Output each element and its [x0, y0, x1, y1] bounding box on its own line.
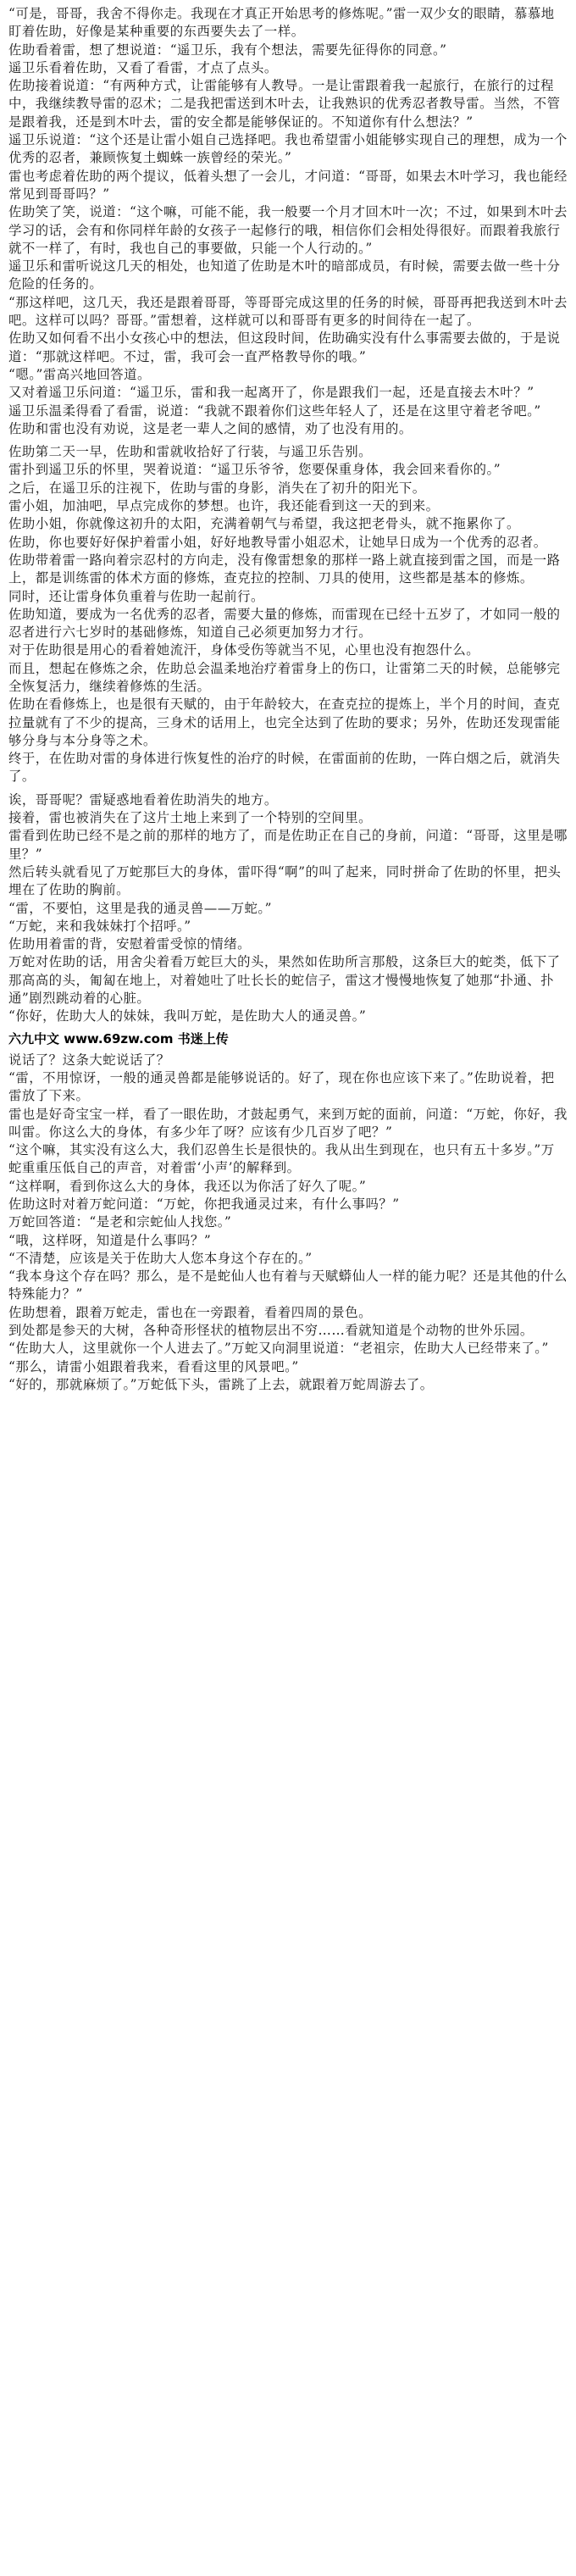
paragraph: “这个嘛，其实没有这么大，我们忍兽生长是很快的。我从出生到现在，也只有五十多岁。”万蛇重重压低自己的声音，对着雷‘小声’的解释到。 — [8, 1142, 555, 1176]
paragraph: “那么，请雷小姐跟着我来，看看这里的风景吧。” — [8, 1358, 299, 1374]
paragraph: 遥卫乐和雷听说这几天的相处，也知道了佐助是木叶的暗部成员，有时候，需要去做一些十分危险的任务的。 — [8, 258, 561, 292]
paragraph: 遥卫乐温柔得看了看雷，说道：“我就不跟着你们这些年轻人了，还是在这里守着老爷吧。” — [8, 402, 541, 419]
paragraph: 雷小姐，加油吧，早点完成你的梦想。也许，我还能看到这一天的到来。 — [8, 498, 440, 514]
paragraph: 遥卫乐说道：“这个还是让雷小姐自己选择吧。我也希望雷小姐能够实现自己的理想，成为一个优秀的忍者，兼顾恢复土蜘蛛一族曾经的荣光。” — [8, 132, 568, 166]
paragraph: “嗯。”雷高兴地回答道。 — [8, 366, 151, 382]
paragraph: 佐助又如何看不出小女孩心中的想法，但这段时间，佐助确实没有什么事需要去做的，于是说道：“那就这样吧。不过，雷，我可会一直严格教导你的哦。” — [8, 330, 561, 364]
paragraph: 佐助接着说道：“有两种方式，让雷能够有人教导。一是让雷跟着我一起旅行，在旅行的过程中，我继续教导雷的忍术；二是我把雷送到木叶去，让我熟识的优秀忍者教导雷。当然，不管是跟着我，还是到木叶去，雷的安全都是能够保证的。不知道你有什么想法？” — [8, 78, 561, 130]
paragraph: 佐助想着，跟着万蛇走，雷也在一旁跟着，看着四周的景色。 — [8, 1304, 373, 1320]
paragraph: 遥卫乐看着佐助，又看了看雷，才点了点头。 — [8, 59, 278, 75]
paragraph: 佐助第二天一早，佐助和雷就收拾好了行装，与遥卫乐告别。 — [8, 444, 373, 460]
paragraph: 佐助和雷也没有劝说，这是老一辈人之间的感情，劝了也没有用的。 — [8, 420, 413, 436]
paragraph: 之后，在遥卫乐的注视下，佐助与雷的身影，消失在了初升的阳光下。 — [8, 480, 426, 496]
paragraph: 雷扑到遥卫乐的怀里，哭着说道：“遥卫乐爷爷，您要保重身体，我会回来看你的。” — [8, 462, 501, 478]
paragraph: 接着，雷也被消失在了这片土地上来到了一个特别的空间里。 — [8, 810, 373, 826]
paragraph: “雷，不要怕，这里是我的通灵兽——万蛇。” — [8, 900, 272, 916]
paragraph: 佐助这时对着万蛇问道：“万蛇，你把我通灵过来，有什么事吗？” — [8, 1196, 400, 1212]
paragraph: 对于佐助很是用心的看着她流汗，身体受伤等就当不见，心里也没有抱怨什么。 — [8, 642, 480, 658]
paragraph: “不清楚，应该是关于佐助大人您本身这个存在的。” — [8, 1250, 313, 1266]
section-top — [8, 5, 568, 438]
paragraph: “这样啊，看到你这么大的身体，我还以为你活了好久了呢。” — [8, 1178, 367, 1194]
paragraph: 雷也考虑着佐助的两个提议，低着头想了一会儿，才问道：“哥哥，如果去木叶学习，我也能经常见到哥哥吗？” — [8, 168, 568, 202]
paragraph: “可是，哥哥，我舍不得你走。我现在才真正开始思考的修炼呢。”雷一双少女的眼睛，慕慕地盯着佐助，好像是某种重要的东西要失去了一样。 — [8, 6, 555, 40]
paragraph: 然后转头就看见了万蛇那巨大的身体，雷吓得“啊”的叫了起来，同时拼命了佐助的怀里，把头埋在了佐助的胸前。 — [8, 863, 562, 898]
paragraph: 又对着遥卫乐问道：“遥卫乐，雷和我一起离开了，你是跟我们一起，还是直接去木叶？” — [8, 385, 534, 401]
paragraph: 说话了？这条大蛇说话了？ — [8, 1052, 170, 1068]
paragraph: 佐助知道，要成为一名优秀的忍者，需要大量的修炼，而雷现在已经十五岁了，才如同一般的忍者进行六七岁时的基础修炼，知道自己必须更加努力才行。 — [8, 606, 561, 641]
paragraph: 终于，在佐助对雷的身体进行恢复性的治疗的时候，在雷面前的佐助，一阵白烟之后，就消失了。 — [8, 751, 561, 785]
paragraph: 佐助小姐，你就像这初升的太阳，充满着朝气与希望，我这把老骨头，就不拖累你了。 — [8, 516, 520, 532]
paragraph: “我本身这个存在吗？那么，是不是蛇仙人也有着与天赋蟒仙人一样的能力呢？还是其他的什么特殊能力？” — [8, 1269, 568, 1302]
paragraph: 佐助看着雷，想了想说道：“遥卫乐，我有个想法，需要先征得你的同意。” — [8, 42, 447, 58]
paragraph: 万蛇对佐助的话，用舍尖着看万蛇巨大的头，果然如佐助所言那般，这条巨大的蛇类，低下了那高高的头，匍匐在地上，对着她吐了吐长长的蛇信子，雷这才慢慢地恢复了她那“扑通、扑通”剧烈跳动着的心脏。 — [8, 954, 561, 1007]
section-last — [8, 1052, 568, 1395]
paragraph: “那这样吧，这几天，我还是跟着哥哥，等哥哥完成这里的任务的时候，哥哥再把我送到木叶去吧。这样可以吗？哥哥。”雷想着，这样就可以和哥哥有更多的时间待在一起了。 — [8, 294, 568, 329]
paragraph: “佐助大人，这里就你一个人进去了。”万蛇又向洞里说道：“老祖宗，佐助大人已经带来了。” — [8, 1341, 549, 1357]
paragraph: 诶，哥哥呢？雷疑惑地看着佐助消失的地方。 — [8, 791, 278, 808]
paragraph: 佐助笑了笑，说道：“这个嘛，可能不能，我一般要一个月才回木叶一次；不过，如果到木叶去学习的话，会有和你同样年龄的女孩子一起修行的哦，相信你们会相处得很好。而跟着我旅行就不一样了，有时，我也自己的事要做，只能一个人行动的。” — [8, 204, 568, 256]
paragraph: “你好，佐助大人的妹妹，我叫万蛇，是佐助大人的通灵兽。” — [8, 1008, 367, 1024]
paragraph: 佐助带着雷一路向着宗忍村的方向走，没有像雷想象的那样一路上就直接到雷之国，而是一路上，都是训练雷的体术方面的修炼，查克拉的控制、刀具的使用，这些都是基本的修炼。 — [8, 552, 561, 586]
paragraph: “好的，那就麻烦了。”万蛇低下头，雷跳了上去，就跟着万蛇周游去了。 — [8, 1376, 434, 1392]
paragraph: 万蛇回答道：“是老和宗蛇仙人找您。” — [8, 1214, 232, 1230]
site-watermark: 六九中文 www.69zw.com 书迷上传 — [8, 1030, 229, 1046]
paragraph: 而且，想起在修炼之余，佐助总会温柔地治疗着雷身上的伤口，让雷第二天的时候，总能够完全恢复活力，继续着修炼的生活。 — [8, 660, 561, 694]
section-middle — [8, 443, 568, 786]
section-bottom — [8, 791, 568, 1026]
paragraph: 佐助，你也要好好保护着雷小姐，好好地教导雷小姐忍术，让她早日成为一个优秀的忍者。 — [8, 534, 547, 550]
paragraph: 佐助在看修炼上，也是很有天赋的，由于年龄较大，在查克拉的提炼上，半个月的时间，查克拉量就有了不少的提高，三身术的话用上，也完全达到了佐助的要求；另外，佐助还发现雷能够分身与本分身等之术。 — [8, 697, 561, 748]
paragraph: “万蛇，来和我妹妹打个招呼。” — [8, 918, 191, 934]
paragraph: “雷，不用惊讶，一般的通灵兽都是能够说话的。好了，现在你也应该下来了。”佐助说着，把雷放了下来。 — [8, 1069, 555, 1104]
paragraph: 雷也是好奇宝宝一样，看了一眼佐助，才鼓起勇气，来到万蛇的面前，问道：“万蛇，你好，我叫雷。你这么大的身体，有多少年了呀？应该有少几百岁了吧？” — [8, 1106, 568, 1140]
paragraph: 同时，还让雷身体负重着与佐助一起前行。 — [8, 588, 264, 604]
paragraph: “哦，这样呀，知道是什么事吗？” — [8, 1232, 212, 1248]
paragraph: 到处都是参天的大树，各种奇形怪状的植物层出不穷……看就知道是个动物的世外乐园。 — [8, 1323, 534, 1339]
paragraph: 佐助用着雷的背，安慰着雷受惊的情绪。 — [8, 936, 252, 952]
paragraph: 雷看到佐助已经不是之前的那样的地方了，而是佐助正在自己的身前，问道：“哥哥，这里是哪里？” — [8, 828, 568, 862]
